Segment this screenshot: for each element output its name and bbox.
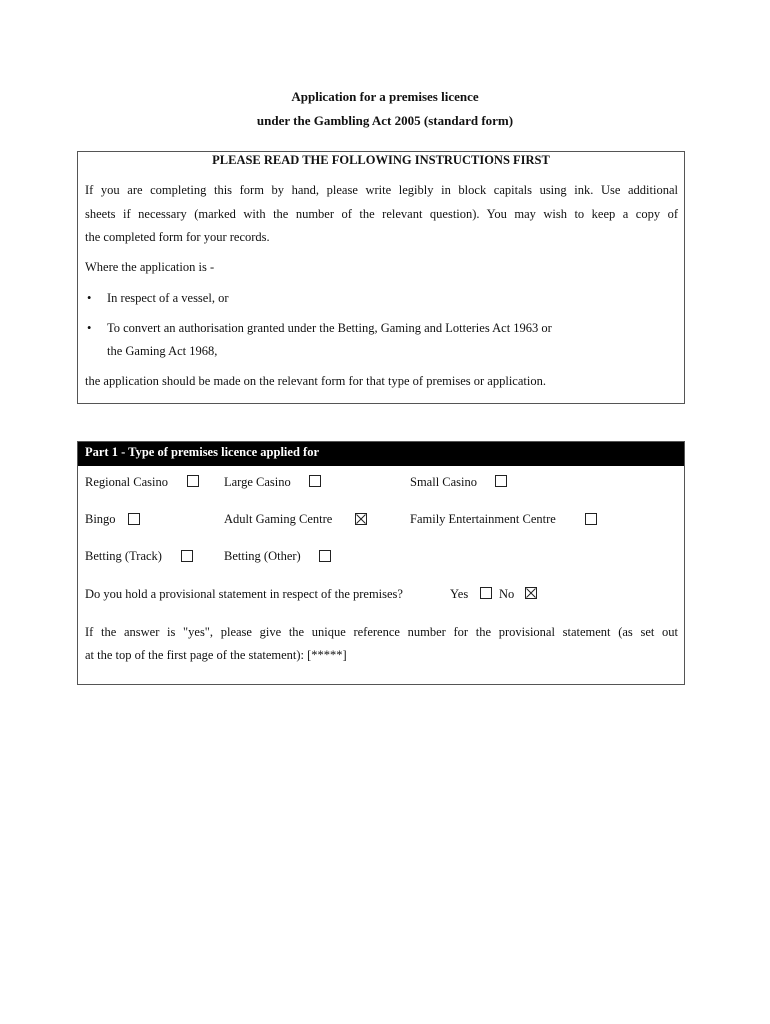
check-cross-icon: [356, 514, 366, 524]
instructions-heading: PLEASE READ THE FOLLOWING INSTRUCTIONS FIRST: [212, 153, 550, 167]
instructions-closing: the application should be made on the relevant form for that type of premises or application.: [85, 374, 546, 388]
betting-track-checkbox[interactable]: [181, 550, 193, 562]
betting-other-checkbox[interactable]: [319, 550, 331, 562]
bullet-item-convert: To convert an authorisation granted under the Betting, Gaming and Lotteries Act 1963 or: [107, 321, 552, 335]
bullet-symbol: •: [87, 321, 92, 335]
no-label: No: [499, 587, 515, 601]
bullet-symbol: •: [87, 291, 92, 305]
instructions-box: [77, 151, 685, 404]
form-title: Application for a premises licence: [291, 89, 479, 104]
instructions-text-line: the completed form for your records.: [85, 230, 270, 244]
bullet-item-vessel: In respect of a vessel, or: [107, 291, 229, 305]
regional-casino-checkbox[interactable]: [187, 475, 199, 487]
check-cross-icon: [526, 588, 536, 598]
adult-gaming-centre-label: Adult Gaming Centre: [224, 512, 333, 526]
reference-text-line: at the top of the first page of the statement): [*****]: [85, 648, 347, 662]
family-entertainment-centre-label: Family Entertainment Centre: [410, 512, 556, 526]
yes-label: Yes: [450, 587, 469, 601]
instructions-text-line: If you are completing this form by hand, please write legibly in block capitals using ink. Use additional: [85, 183, 678, 197]
regional-casino-label: Regional Casino: [85, 475, 168, 489]
large-casino-checkbox[interactable]: [309, 475, 321, 487]
reference-text-line: If the answer is "yes", please give the unique reference number for the provisional statement (as set out: [85, 625, 678, 639]
bingo-label: Bingo: [85, 512, 116, 526]
betting-other-label: Betting (Other): [224, 549, 301, 563]
form-subtitle: under the Gambling Act 2005 (standard form): [256, 113, 514, 128]
small-casino-label: Small Casino: [410, 475, 478, 489]
adult-gaming-centre-checkbox[interactable]: [355, 513, 367, 525]
part1-section: [77, 441, 685, 685]
instructions-where: Where the application is -: [85, 260, 215, 274]
large-casino-label: Large Casino: [224, 475, 291, 489]
yes-checkbox[interactable]: [480, 587, 492, 599]
provisional-question: Do you hold a provisional statement in respect of the premises?: [85, 587, 403, 601]
bullet-item-convert-cont: the Gaming Act 1968,: [107, 344, 218, 358]
no-checkbox[interactable]: [525, 587, 537, 599]
instructions-text-line: sheets if necessary (marked with the number of the relevant question). You may wish to keep a copy of: [85, 207, 678, 221]
small-casino-checkbox[interactable]: [495, 475, 507, 487]
betting-track-label: Betting (Track): [85, 549, 162, 563]
part1-header: Part 1 - Type of premises licence applied for: [78, 442, 684, 466]
bingo-checkbox[interactable]: [128, 513, 140, 525]
family-entertainment-centre-checkbox[interactable]: [585, 513, 597, 525]
